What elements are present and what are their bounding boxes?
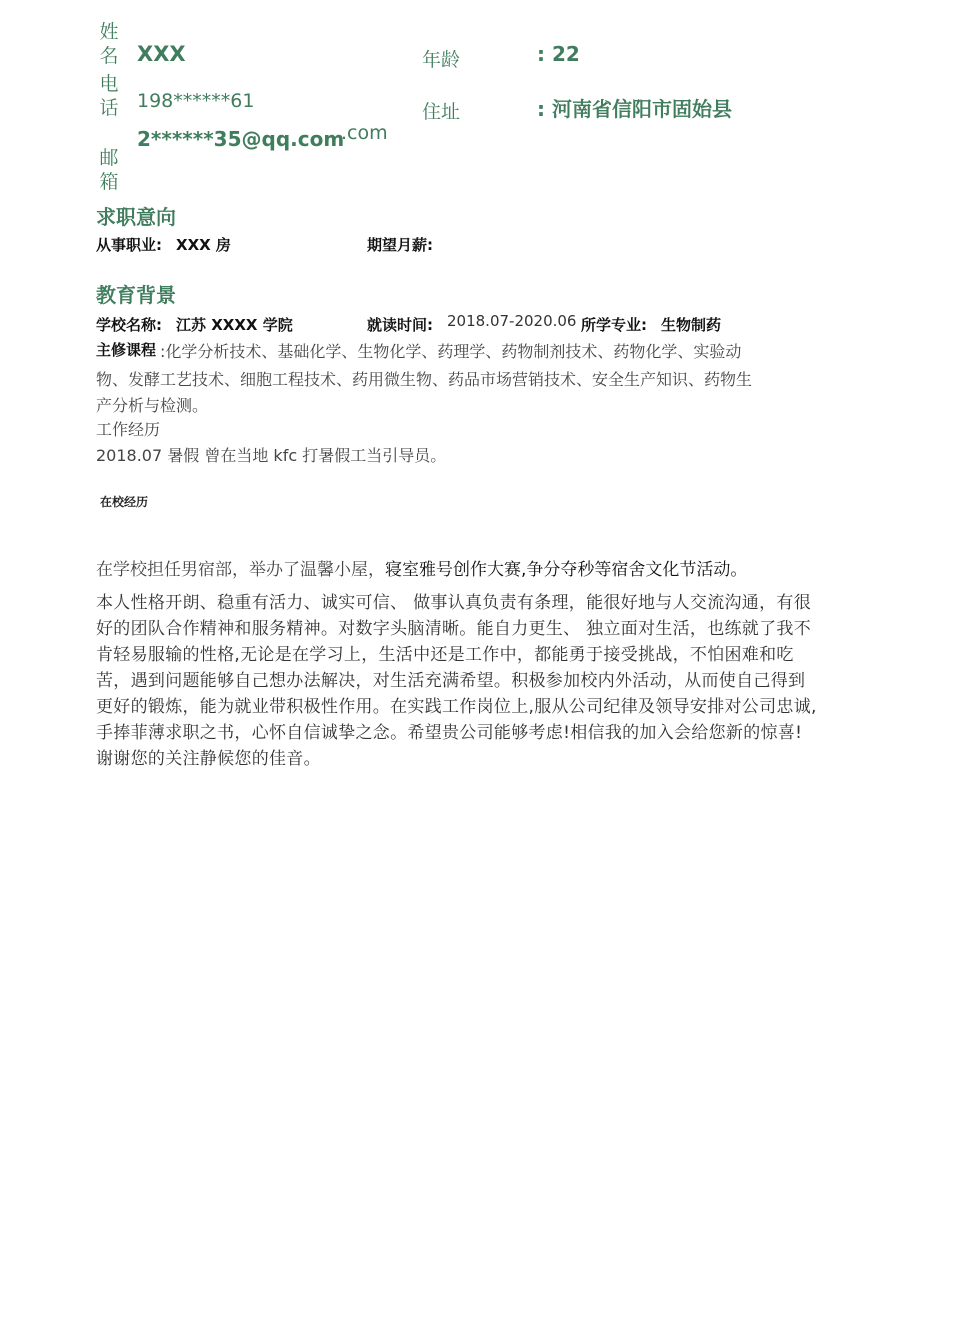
self-eval-line: 好的团队合作精神和服务精神。对数字头脑清晰。能自力更生、 独立面对生活，也练就了我不 [96, 619, 812, 639]
courses-line-1: :化学分析技术、基础化学、生物化学、药理学、药物制剂技术、药物化学、实验动 [160, 342, 742, 361]
email-suffix: .com [341, 122, 388, 144]
occupation-label: 从事职业: [96, 236, 162, 254]
self-eval-line: 谢谢您的关注静候您的佳音。 [96, 749, 321, 769]
salary-label: 期望月薪: [367, 236, 433, 254]
self-eval-line: 肯轻易服输的性格,无论是在学习上，生活中还是工作中，都能勇于接受挑战，不怕困难和吃 [96, 645, 794, 665]
period-label: 就读时间: [367, 316, 433, 334]
courses-line-2: 物、发酵工艺技术、细胞工程技术、药用微生物、药品市场营销技术、安全生产知识、药物生 [96, 370, 753, 389]
courses-line-3: 产分析与检测。 [96, 396, 209, 415]
name-value: XXX [137, 42, 186, 66]
work-line: 2018.07 暑假 曾在当地 kfc 打暑假工当引导员。 [96, 446, 447, 465]
school-label: 学校名称: [96, 316, 162, 334]
age-value: : 22 [537, 42, 580, 66]
self-evaluation [96, 590, 932, 772]
job-intent-title: 求职意向 [96, 205, 176, 229]
major-label: 所学专业: [581, 316, 647, 334]
campus-title: 在校经历 [100, 495, 149, 509]
major-value: 生物制药 [661, 316, 722, 334]
campus-line [96, 555, 747, 580]
address-value: : 河南省信阳市固始县 [537, 97, 732, 121]
address-label: 住址 [422, 101, 461, 123]
school-value: 江苏 XXXX 学院 [176, 316, 293, 334]
self-eval-line: 手捧菲薄求职之书，心怀自信诚挚之念。希望贵公司能够考虑!相信我的加入会给您新的惊喜! [96, 723, 803, 743]
name-label: 姓名 [99, 21, 119, 67]
occupation-value: XXX 房 [176, 236, 231, 254]
campus-line-dark: 寝室雅号创作大赛,争分夺秒等宿舍文化节活动。 [385, 560, 748, 580]
phone-value: 198******61 [137, 90, 255, 112]
period-value: 2018.07-2020.06 [447, 312, 577, 330]
age-label: 年龄 [422, 49, 461, 71]
email-value: 2******35@qq.com [137, 127, 345, 151]
phone-label: 电话 [99, 73, 119, 119]
self-eval-line: 苦，遇到问题能够自己想办法解决，对生活充满希望。积极参加校内外活动，从而使自己得到 [96, 671, 806, 691]
self-eval-line: 更好的锻炼，能为就业带积极性作用。在实践工作岗位上,服从公司纪律及领导安排对公司忠诚, [96, 697, 817, 717]
courses-label: 主修课程 [96, 341, 157, 359]
self-eval-line: 本人性格开朗、稳重有活力、诚实可信、 做事认真负责有条理，能很好地与人交流沟通，有很 [96, 593, 812, 613]
email-label: 邮箱 [99, 147, 119, 193]
campus-line-plain: 在学校担任男宿部，举办了温馨小屋， [96, 560, 385, 580]
education-title: 教育背景 [96, 283, 176, 307]
work-title: 工作经历 [96, 420, 161, 439]
